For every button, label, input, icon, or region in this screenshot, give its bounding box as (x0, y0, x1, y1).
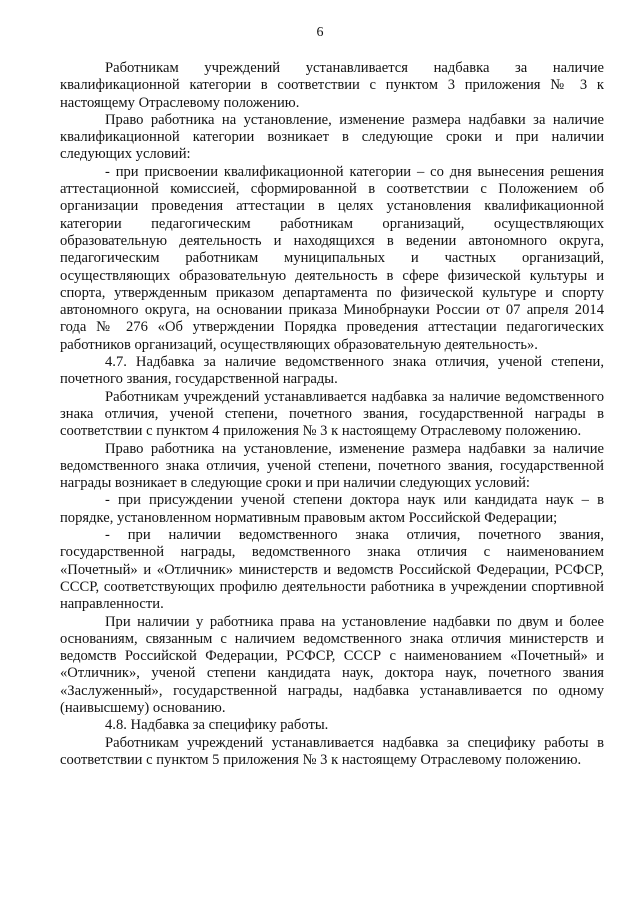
paragraph-award-bonus: Работникам учреждений устанавливается надбавка за наличие ведомственного знака отличия, ученой степени, почетного звания, государственной награды в соответствии с пунктом 4 приложения № 3 к настоящему Отраслевому положению. (60, 388, 604, 440)
paragraph-qualification-conditions: Право работника на установление, изменение размера надбавки за наличие квалификационной категории возникает в следующие сроки и при наличии следующих условий: (60, 111, 604, 163)
document-body (60, 60, 604, 769)
section-heading-4-7: 4.7. Надбавка за наличие ведомственного знака отличия, ученой степени, почетного звания, государственной награды. (60, 354, 604, 388)
section-heading-4-8: 4.8. Надбавка за специфику работы. (105, 717, 329, 734)
paragraph-award-conditions: Право работника на установление, изменение размера надбавки за наличие ведомственного знака отличия, ученой степени, почетного звания, государственной награды возникает в следующие сроки и при наличии следующих условий: (60, 440, 604, 492)
paragraph-honors-list: - при наличии ведомственного знака отличия, почетного звания, государственной награды, ведомственного знака отличия с наименованием «Почетный» и «Отличник» министерств и ведомств Российской Федерации, РСФСР, СССР, соответствующих профилю деятельности работника в учреждении спортивной направленности. (60, 527, 604, 613)
paragraph-academic-degree: - при присуждении ученой степени доктора наук или кандидата наук – в порядке, установленном нормативным правовым актом Российской Федерации; (60, 492, 604, 526)
paragraph-multiple-grounds: При наличии у работника права на установление надбавки по двум и более основаниям, связанным с наличием ведомственного знака отличия министерств и ведомств Российской Федерации, РСФСР, СССР с наименованием «Почетный» и «Отличник», ученой степени кандидата наук, доктора наук, почетного звания «Заслуженный», государственной награды, надбавка устанавливается по одному (наивысшему) основанию. (60, 613, 604, 716)
paragraph-qualification-bonus: Работникам учреждений устанавливается надбавка за наличие квалификационной категории в соответствии с пунктом 3 приложения № 3 к настоящему Отраслевому положению. (60, 60, 604, 111)
page-number: 6 (316, 25, 324, 40)
paragraph-qualification-assignment: - при присвоении квалификационной категории – со дня вынесения решения аттестационной комиссией, сформированной в соответствии с Положением об организации проведения аттестации в целях установления квалификационной категории педагогическим работникам организаций, осуществляющих образовательную деятельность и находящихся в ведении автономного округа, педагогическим работникам муниципальных и частных организаций, осуществляющих образовательную деятельность в сфере физической культуры и спорта, утвержденным приказом департамента по физической культуре и спорту автономного округа, на основании приказа Минобрнауки России от 07 апреля 2014 года № 276 «Об утверждении Порядка проведения аттестации педагогических работников организаций, осуществляющих образовательную деятельность». (60, 163, 604, 353)
paragraph-work-specifics: Работникам учреждений устанавливается надбавка за специфику работы в соответствии с пунктом 5 приложения № 3 к настоящему Отраслевому положению. (60, 734, 604, 768)
